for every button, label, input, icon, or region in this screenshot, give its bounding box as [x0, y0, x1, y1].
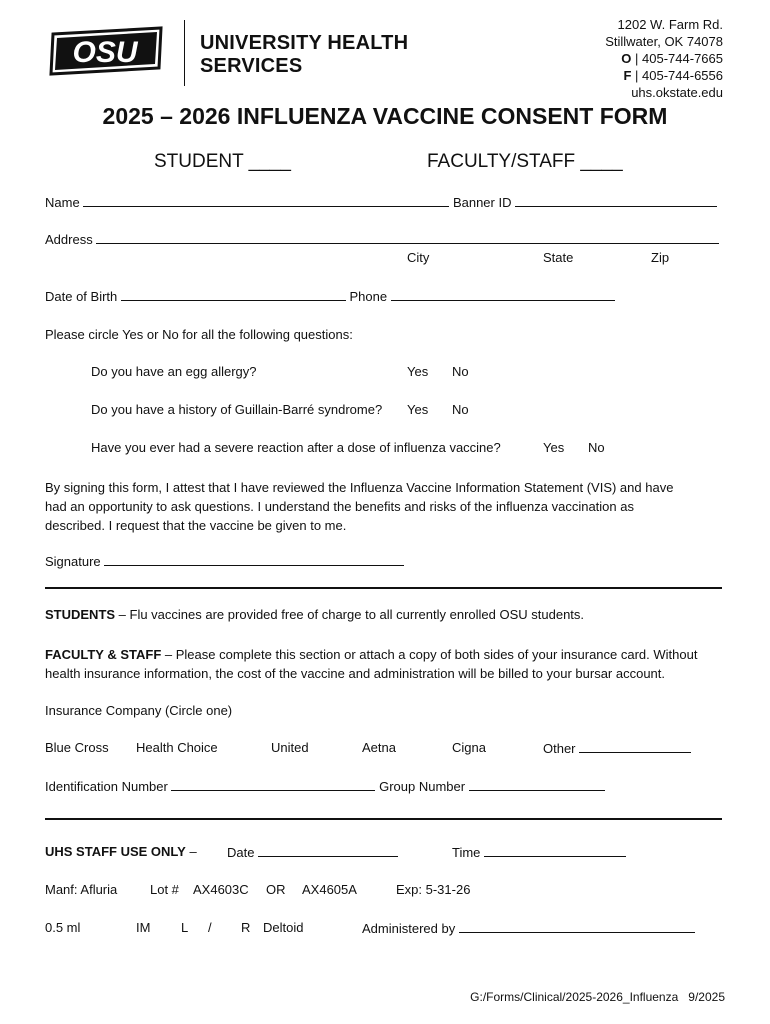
attestation-line-1: By signing this form, I attest that I have reviewed the Influenza Vaccine Information Statement (VIS) and have: [45, 480, 674, 495]
insurer-other[interactable]: Other: [543, 741, 576, 756]
insurer-blue-cross[interactable]: Blue Cross: [45, 740, 109, 755]
administered-row: [362, 920, 695, 936]
insurer-cigna[interactable]: Cigna: [452, 740, 486, 755]
staff-use-heading: [45, 844, 197, 859]
office-label: O: [621, 51, 632, 66]
question-3-no[interactable]: No: [588, 440, 605, 455]
administered-label: Administered by: [362, 921, 456, 936]
org-line-2: SERVICES: [200, 55, 303, 77]
staff-use-label: UHS STAFF USE ONLY: [45, 844, 186, 859]
organization-name: [200, 32, 408, 78]
question-3-yes[interactable]: Yes: [543, 440, 565, 455]
address-street: 1202 W. Farm Rd.: [617, 17, 723, 32]
attestation-text: [45, 478, 673, 535]
name-row: [45, 194, 717, 210]
side-slash: /: [208, 920, 212, 935]
banner-id-label: Banner ID: [452, 195, 512, 210]
question-3: Have you ever had a severe reaction after a dose of influenza vaccine?: [91, 440, 501, 455]
website: uhs.okstate.edu: [631, 85, 723, 100]
fax-phone-number: | 405-744-6556: [635, 68, 723, 83]
staff-time-row: [452, 844, 626, 860]
footer-path: G:/Forms/Clinical/2025-2026_Influenza: [470, 990, 679, 1004]
zip-label: Zip: [651, 250, 670, 265]
footer-date: 9/2025: [688, 990, 725, 1004]
address-label: Address: [45, 232, 93, 247]
footer-reference: [470, 990, 725, 1004]
student-checkbox-line[interactable]: STUDENT ____: [154, 151, 291, 172]
question-1-yes[interactable]: Yes: [407, 364, 429, 379]
banner-id-field[interactable]: [515, 194, 717, 207]
insurer-united[interactable]: United: [271, 740, 309, 755]
dob-label: Date of Birth: [45, 289, 118, 304]
faculty-text-1: – Please complete this section or attach a copy of both sides of your insurance card. Without: [161, 647, 698, 662]
signature-row: [45, 553, 404, 569]
address-row: [45, 231, 719, 247]
insurer-other-row: [543, 740, 691, 756]
lot-or: OR: [266, 882, 286, 897]
section-divider-1: [45, 587, 722, 589]
faculty-note: [45, 645, 697, 683]
insurer-aetna[interactable]: Aetna: [362, 740, 396, 755]
side-right[interactable]: R: [241, 920, 251, 935]
osu-logo-mark: [47, 24, 167, 78]
question-2: Do you have a history of Guillain-Barré syndrome?: [91, 402, 383, 417]
students-label: STUDENTS: [45, 607, 116, 622]
state-label: State: [543, 250, 574, 265]
lot-option-b[interactable]: AX4605A: [302, 882, 357, 897]
section-divider-2: [45, 818, 722, 820]
form-title: 2025 – 2026 INFLUENZA VACCINE CONSENT FORM: [102, 103, 668, 129]
id-number-field[interactable]: [171, 778, 375, 791]
side-left[interactable]: L: [181, 920, 189, 935]
insurer-other-field[interactable]: [579, 740, 691, 753]
org-line-1: UNIVERSITY HEALTH: [200, 32, 409, 54]
office-phone: [605, 50, 723, 67]
question-2-no[interactable]: No: [452, 402, 469, 417]
header-divider: [184, 20, 185, 86]
id-number-label: Identification Number: [45, 779, 168, 794]
fax-label: F: [623, 68, 632, 83]
manufacturer: Manf: Afluria: [45, 882, 118, 897]
route: IM: [136, 920, 151, 935]
expiration: Exp: 5-31-26: [396, 882, 471, 897]
question-1-no[interactable]: No: [452, 364, 469, 379]
faculty-label: FACULTY & STAFF: [45, 647, 162, 662]
students-note: [45, 607, 584, 622]
address-city: Stillwater, OK 74078: [605, 34, 723, 49]
logo-text: OSU: [72, 36, 138, 69]
group-number-label: Group Number: [379, 779, 466, 794]
attestation-line-2: had an opportunity to ask questions. I understand the benefits and risks of the influenza vaccination as: [45, 499, 634, 514]
address-field[interactable]: [96, 231, 719, 244]
dose: 0.5 ml: [45, 920, 81, 935]
id-group-row: [45, 778, 605, 794]
staff-time-field[interactable]: [484, 844, 626, 857]
question-1: Do you have an egg allergy?: [91, 364, 257, 379]
attestation-line-3: described. I request that the vaccine be given to me.: [45, 518, 347, 533]
students-text: – Flu vaccines are provided free of charge to all currently enrolled OSU students.: [115, 607, 585, 622]
question-2-yes[interactable]: Yes: [407, 402, 429, 417]
lot-label: Lot #: [150, 882, 179, 897]
administered-field[interactable]: [459, 920, 695, 933]
staff-time-label: Time: [452, 845, 481, 860]
dob-row: [45, 288, 615, 304]
fax-phone: [605, 67, 723, 84]
faculty-staff-checkbox-line[interactable]: FACULTY/STAFF ____: [427, 151, 623, 172]
faculty-text-2: health insurance information, the cost of the vaccine and administration will be billed to your bursar account.: [45, 666, 666, 681]
signature-label: Signature: [45, 554, 101, 569]
osu-logo: [47, 24, 167, 78]
name-field[interactable]: [83, 194, 449, 207]
staff-date-field[interactable]: [258, 844, 398, 857]
city-label: City: [407, 250, 430, 265]
insurer-health-choice[interactable]: Health Choice: [136, 740, 218, 755]
lot-option-a[interactable]: AX4603C: [193, 882, 249, 897]
staff-date-label: Date: [227, 845, 255, 860]
instructions: Please circle Yes or No for all the following questions:: [45, 327, 353, 342]
office-phone-number: | 405-744-7665: [635, 51, 723, 66]
contact-block: [605, 16, 723, 101]
staff-date-row: [227, 844, 398, 860]
group-number-field[interactable]: [469, 778, 605, 791]
name-label: Name: [45, 195, 80, 210]
phone-field[interactable]: [391, 288, 615, 301]
signature-field[interactable]: [104, 553, 404, 566]
dob-field[interactable]: [121, 288, 346, 301]
phone-label: Phone: [349, 289, 388, 304]
insurance-label: Insurance Company (Circle one): [45, 703, 233, 718]
staff-use-dash: –: [185, 844, 197, 859]
injection-site: Deltoid: [263, 920, 304, 935]
